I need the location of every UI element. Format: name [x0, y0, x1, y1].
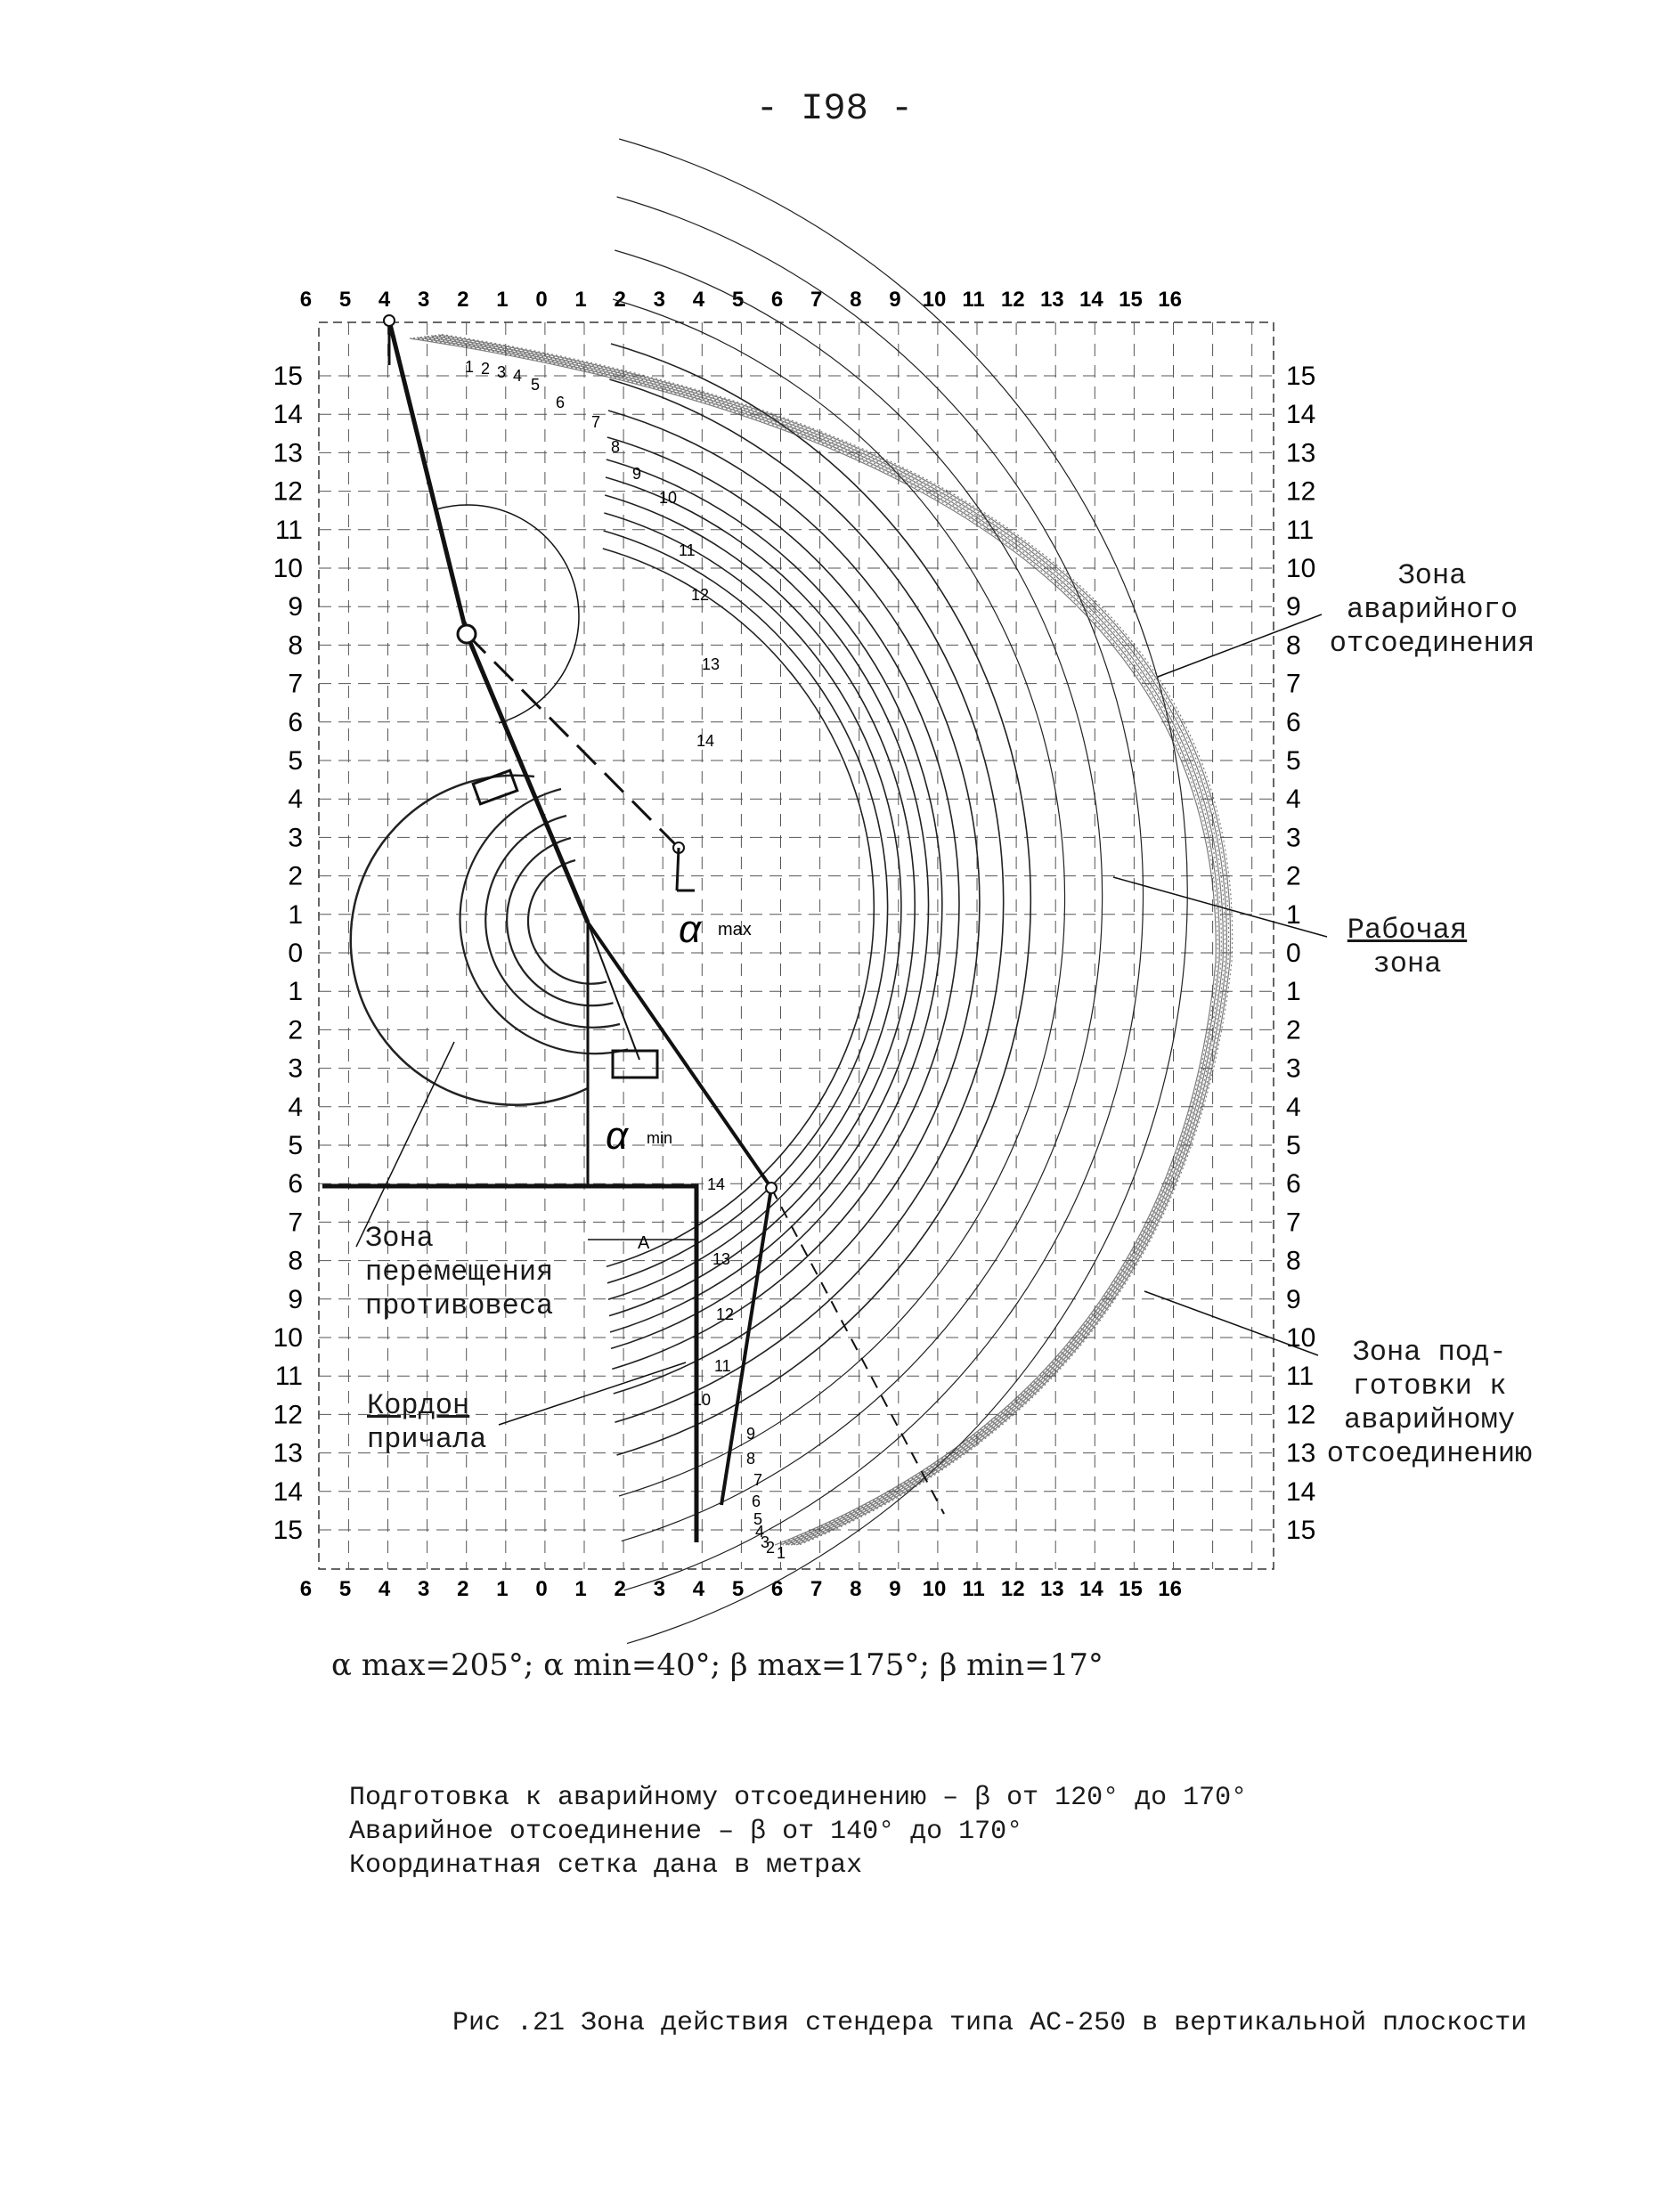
dimension-a-label: A: [638, 1233, 650, 1253]
top-axis-label: 5: [338, 288, 352, 312]
right-axis-label: 14: [1286, 1476, 1316, 1507]
left-axis-label: 0: [288, 939, 303, 968]
bottom-axis-label: 2: [457, 1577, 469, 1601]
arc-number-lower: 11: [714, 1357, 731, 1375]
berth-cordon-label: Кордон причала: [367, 1389, 487, 1456]
arc-number-upper: 13: [702, 655, 721, 673]
right-axis-label: 10: [1286, 554, 1316, 583]
alpha-max-sub: max: [718, 920, 752, 939]
alpha-max-label: α: [679, 907, 702, 951]
left-axis-label: 2: [288, 1015, 303, 1045]
bottom-axis-label: 6: [299, 1577, 313, 1601]
left-axis-label: 12: [273, 1400, 303, 1430]
bottom-axis-label: 13: [1039, 1577, 1064, 1601]
left-axis-label: 1: [288, 977, 303, 1007]
left-axis-label: 14: [273, 400, 303, 430]
bottom-axis-label: 12: [1000, 1577, 1025, 1601]
top-axis-label: 6: [770, 288, 784, 312]
upper-boom: [389, 321, 467, 634]
right-axis-label: 7: [1286, 1208, 1301, 1238]
arc-number-lower: 9: [746, 1425, 756, 1443]
bottom-axis-label: 16: [1158, 1577, 1182, 1601]
counterweight-zone-label: Зона перемещения противовеса: [365, 1222, 554, 1322]
note-prep: Подготовка к аварийному отсоединению – β от 120° до 170°: [349, 1783, 1248, 1813]
top-axis-label: 6: [299, 288, 313, 312]
right-axis-label: 9: [1286, 1284, 1301, 1314]
left-axis-label: 5: [288, 1131, 303, 1160]
right-axis-label: 10: [1286, 1323, 1316, 1353]
right-axis-label: 8: [1286, 1246, 1301, 1276]
bottom-axis-label: 14: [1079, 1577, 1103, 1601]
arc-number-lower: 8: [746, 1450, 756, 1468]
outer-arm-dash: [771, 1188, 944, 1514]
upper-arm-dash: [467, 634, 677, 846]
alpha-max-hook: [677, 848, 679, 890]
top-axis-label: 15: [1119, 288, 1143, 312]
right-axis-label: 3: [1286, 823, 1301, 853]
note-emergency: Аварийное отсоединение – β от 140° до 170°: [349, 1817, 1023, 1847]
outer-joint: [766, 1183, 777, 1193]
left-axis-label: 2: [288, 861, 303, 891]
arc-number-lower: 12: [716, 1305, 735, 1323]
right-axis-label: 12: [1286, 1400, 1316, 1430]
top-axis-label: 8: [850, 288, 862, 312]
right-axis-label: 7: [1286, 669, 1301, 699]
left-axis-label: 13: [273, 1438, 303, 1468]
arc-number-upper: 10: [659, 489, 678, 507]
left-axis-label: 5: [288, 746, 303, 776]
arc-number-upper: 5: [531, 376, 541, 394]
arc-number-lower: 7: [753, 1471, 763, 1489]
working-arc: [608, 411, 980, 1394]
bottom-axis-label: 0: [535, 1577, 548, 1601]
arc-number-lower: 3: [761, 1533, 770, 1551]
bottom-axis-label: 3: [653, 1577, 665, 1601]
working-arc: [609, 379, 1003, 1422]
right-axis-label: 11: [1286, 1362, 1315, 1392]
bottom-axis-label: 15: [1119, 1577, 1143, 1601]
working-zone-label: Рабочая зона: [1347, 914, 1468, 980]
note-grid: Координатная сетка дана в метрах: [349, 1850, 863, 1881]
notes: [349, 1781, 1247, 1883]
emergency-zone-band: [431, 336, 1226, 1545]
right-axis-label: 11: [1286, 515, 1315, 545]
counterweight-box: [613, 1051, 657, 1078]
left-axis-label: 9: [288, 592, 303, 622]
arc-number-upper: 14: [696, 732, 715, 750]
left-axis-label: 4: [288, 785, 303, 815]
left-axis-label: 11: [274, 515, 303, 545]
top-axis-label: 1: [574, 288, 587, 312]
leader-counterweight: [356, 1042, 454, 1247]
bottom-axis-label: 9: [889, 1577, 901, 1601]
top-axis-label: 7: [810, 288, 823, 312]
top-axis-label: 3: [418, 288, 430, 312]
bottom-axis-label: 4: [692, 1577, 705, 1601]
arc-number-upper: 1: [465, 358, 475, 376]
right-axis-label: 5: [1286, 746, 1301, 776]
right-axis-label: 14: [1286, 400, 1316, 430]
beta-angle-arc: [436, 505, 579, 723]
left-axis-label: 12: [273, 476, 303, 507]
arc-number-lower: 14: [707, 1175, 726, 1193]
left-axis-label: 9: [288, 1284, 303, 1314]
top-axis-label: 2: [614, 288, 626, 312]
arc-number-upper: 2: [481, 360, 491, 378]
alpha-min-label: α: [606, 1114, 629, 1158]
right-axis-label: 5: [1286, 1131, 1301, 1160]
arc-number-upper: 11: [679, 541, 696, 559]
top-axis-label: 16: [1158, 288, 1182, 312]
emergency-zone-band: [438, 335, 1231, 1545]
right-axis-label: 12: [1286, 476, 1316, 507]
top-axis-label: 3: [653, 288, 665, 312]
arc-number-upper: 7: [591, 413, 601, 431]
bottom-axis-label: 7: [810, 1577, 823, 1601]
top-axis-label: 4: [692, 288, 705, 312]
arc-number-lower: 6: [752, 1492, 761, 1510]
arc-number-upper: 3: [497, 363, 507, 381]
emergency-zone-label: Зона аварийного отсоединения: [1329, 559, 1535, 660]
top-axis-label: 1: [496, 288, 509, 312]
boom-joint: [458, 625, 476, 643]
left-axis-label: 15: [273, 1516, 303, 1545]
emergency-zone-band: [424, 337, 1223, 1545]
top-axis-label: 4: [378, 288, 391, 312]
arc-number-lower: 13: [712, 1250, 731, 1268]
left-axis-label: 15: [273, 362, 303, 391]
top-axis-label: 10: [922, 288, 947, 312]
left-axis-label: 6: [288, 1169, 303, 1200]
bottom-axis-label: 2: [614, 1577, 626, 1601]
right-axis-label: 6: [1286, 707, 1301, 737]
left-axis-label: 3: [288, 823, 303, 853]
working-arc: [604, 513, 901, 1299]
right-axis-label: 1: [1286, 899, 1301, 930]
figure-caption: Рис .21 Зона действия стендера типа АС-250 в вертикальной плоскости: [452, 2008, 1527, 2038]
working-arc: [607, 459, 942, 1348]
left-axis-label: 11: [274, 1362, 303, 1392]
arc-number-upper: 8: [611, 438, 621, 456]
right-axis-label: 4: [1286, 1092, 1301, 1122]
bottom-axis-label: 1: [574, 1577, 587, 1601]
left-axis-label: 4: [288, 1092, 303, 1122]
left-axis-label: 3: [288, 1053, 303, 1084]
working-arc: [604, 531, 888, 1283]
right-axis-label: 2: [1286, 1015, 1301, 1045]
alpha-min-sub: min: [647, 1129, 673, 1147]
top-axis-label: 11: [962, 288, 985, 312]
left-axis-label: 10: [273, 554, 303, 583]
bottom-axis-label: 3: [418, 1577, 430, 1601]
working-arc: [603, 549, 875, 1266]
angle-formula: α max=205°; α min=40°; β max=175°; β min=17°: [331, 1647, 1103, 1683]
counterweight-box-upper: [473, 770, 517, 804]
bottom-axis-label: 11: [962, 1577, 985, 1601]
boom-tip-joint: [384, 315, 395, 326]
emergency-zone-band: [442, 335, 1233, 1546]
arc-number-lower: 5: [753, 1510, 763, 1528]
right-axis-label: 9: [1286, 592, 1301, 622]
counterweight-ring: [507, 838, 613, 1005]
arc-number-lower: 2: [766, 1539, 776, 1557]
bottom-axis-label: 1: [496, 1577, 509, 1601]
arc-number-upper: 9: [632, 465, 642, 483]
right-axis-label: 8: [1286, 630, 1301, 661]
emergency-zone-band: [427, 337, 1225, 1546]
right-axis-label: 2: [1286, 861, 1301, 891]
arc-number-upper: 12: [691, 586, 710, 604]
top-axis-label: 0: [535, 288, 548, 312]
left-axis-label: 8: [288, 630, 303, 661]
left-axis-label: 10: [273, 1323, 303, 1353]
prep-zone-label: Зона под- готовки к аварийному отсоединению: [1326, 1336, 1533, 1470]
top-axis-label: 5: [731, 288, 745, 312]
arc-number-lower: 10: [693, 1391, 712, 1409]
emergency-zone-band: [435, 336, 1229, 1546]
working-arc: [613, 299, 1065, 1496]
bottom-axis-label: 6: [770, 1577, 784, 1601]
right-axis-label: 6: [1286, 1169, 1301, 1200]
left-axis-label: 13: [273, 438, 303, 468]
bottom-axis-label: 4: [378, 1577, 391, 1601]
bottom-axis-label: 5: [731, 1577, 745, 1601]
bottom-axis-label: 10: [922, 1577, 947, 1601]
left-axis-label: 8: [288, 1246, 303, 1276]
right-axis-label: 13: [1286, 438, 1316, 468]
left-axis-label: 1: [288, 899, 303, 930]
emergency-zone-band: [417, 337, 1219, 1545]
left-axis-label: 14: [273, 1476, 303, 1507]
page-number: - I98 -: [755, 87, 914, 130]
arc-number-lower: 1: [777, 1544, 786, 1562]
top-axis-label: 12: [1000, 288, 1025, 312]
top-axis-label: 9: [889, 288, 901, 312]
right-axis-label: 0: [1286, 939, 1301, 968]
working-arc: [615, 250, 1102, 1541]
left-axis-label: 6: [288, 707, 303, 737]
right-axis-label: 1: [1286, 977, 1301, 1007]
bottom-axis-label: 8: [850, 1577, 862, 1601]
top-axis-label: 2: [457, 288, 469, 312]
arc-number-lower: 4: [755, 1523, 765, 1541]
emergency-zone-band: [413, 338, 1217, 1546]
right-axis-label: 15: [1286, 362, 1316, 391]
right-axis-label: 13: [1286, 1438, 1316, 1468]
right-axis-label: 3: [1286, 1053, 1301, 1084]
counterweight-outer-ring: [351, 776, 588, 1105]
arc-number-upper: 4: [513, 367, 523, 385]
top-axis-label: 13: [1039, 288, 1064, 312]
bottom-axis-label: 5: [338, 1577, 352, 1601]
arc-labels: [465, 358, 786, 1562]
left-axis-label: 7: [288, 669, 303, 699]
right-axis-label: 15: [1286, 1516, 1316, 1545]
arc-number-upper: 6: [556, 394, 566, 411]
left-axis-label: 7: [288, 1208, 303, 1238]
top-axis-label: 14: [1079, 288, 1103, 312]
right-axis-label: 4: [1286, 785, 1301, 815]
